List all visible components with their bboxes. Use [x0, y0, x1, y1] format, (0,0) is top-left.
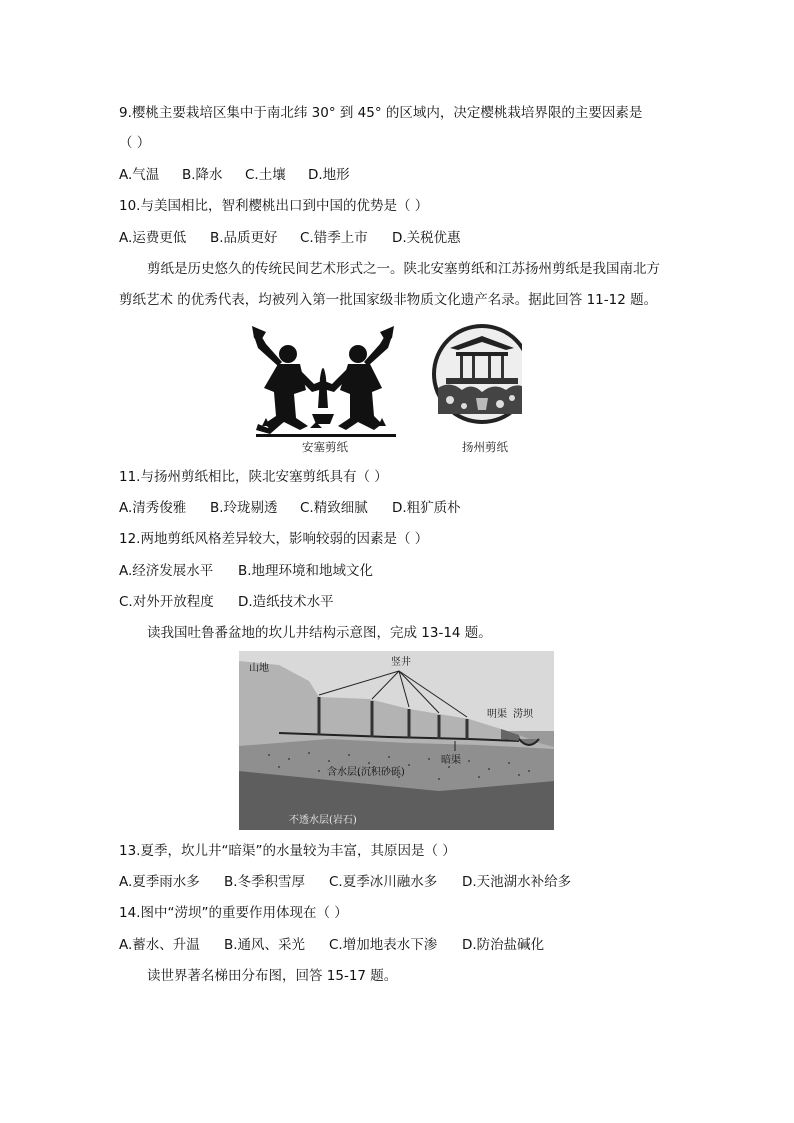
- papercut-illustration: [250, 318, 522, 458]
- q13-option-d: D.天池湖水补给多: [462, 874, 572, 890]
- q10-option-a: A.运费更低: [119, 230, 187, 246]
- label-open-channel: 明渠: [487, 709, 507, 720]
- karez-diagram: [239, 651, 554, 830]
- papercut-intro-line1: 剪纸是历史悠久的传统民间艺术形式之一。陕北安塞剪纸和江苏扬州剪纸是我国南北方: [147, 261, 660, 277]
- question-11-stem: 11.与扬州剪纸相比，陕北安塞剪纸具有（ ）: [119, 469, 388, 485]
- ansai-papercut-image: [252, 326, 396, 437]
- q9-option-d: D.地形: [308, 167, 350, 183]
- q12-option-b: B.地理环境和地域文化: [238, 563, 374, 579]
- question-10-stem: 10.与美国相比，智利樱桃出口到中国的优势是（ ）: [119, 198, 429, 214]
- question-9-stem: 9.樱桃主要栽培区集中于南北纬 30° 到 45° 的区域内，决定樱桃栽培界限的主要因素是: [119, 105, 643, 121]
- q14-option-b: B.通风、采光: [224, 937, 306, 953]
- papercut-intro-line2: 剪纸艺术 的优秀代表，均被列入第一批国家级非物质文化遗产名录。据此回答 11-12 题。: [119, 292, 658, 308]
- q12-option-a: A.经济发展水平: [119, 563, 214, 579]
- q9-option-c: C.土壤: [245, 167, 286, 183]
- q13-option-c: C.夏季冰川融水多: [329, 874, 438, 890]
- q14-option-d: D.防治盐碱化: [462, 937, 545, 953]
- label-dam: 涝坝: [513, 709, 533, 720]
- q10-option-d: D.关税优惠: [392, 230, 461, 246]
- question-14-stem: 14.图中“涝坝”的重要作用体现在（ ）: [119, 905, 348, 921]
- label-shaft: 竖井: [391, 657, 411, 668]
- q14-option-c: C.增加地表水下渗: [329, 937, 438, 953]
- q13-option-b: B.冬季积雪厚: [224, 874, 306, 890]
- q12-option-c: C.对外开放程度: [119, 594, 214, 610]
- q11-option-c: C.精致细腻: [300, 500, 368, 516]
- yangzhou-papercut-caption: 扬州剪纸: [462, 440, 508, 454]
- label-mountain: 山地: [249, 663, 269, 674]
- q9-option-a: A.气温: [119, 167, 160, 183]
- question-12-stem: 12.两地剪纸风格差异较大，影响较弱的因素是（ ）: [119, 531, 429, 547]
- label-aquifer: 含水层(沉积砂砾): [327, 767, 405, 778]
- q11-option-a: A.清秀俊雅: [119, 500, 187, 516]
- papercut-figure: [250, 318, 522, 458]
- karez-figure: [239, 651, 554, 830]
- q14-option-a: A.蓄水、升温: [119, 937, 200, 953]
- q13-option-a: A.夏季雨水多: [119, 874, 200, 890]
- q11-option-b: B.玲珑剔透: [210, 500, 278, 516]
- question-13-stem: 13.夏季，坎儿井“暗渠”的水量较为丰富，其原因是（ ）: [119, 843, 456, 859]
- q12-option-d: D.造纸技术水平: [238, 594, 334, 610]
- q11-option-d: D.粗犷质朴: [392, 500, 461, 516]
- label-underground-channel: 暗渠: [441, 755, 461, 766]
- q10-option-c: C.错季上市: [300, 230, 368, 246]
- terrace-intro: 读世界著名梯田分布图，回答 15-17 题。: [147, 968, 398, 984]
- q10-option-b: B.品质更好: [210, 230, 278, 246]
- q9-option-b: B.降水: [182, 167, 223, 183]
- yangzhou-papercut-image: [432, 324, 522, 424]
- question-9-paren: （ ）: [119, 135, 151, 151]
- karez-intro: 读我国吐鲁番盆地的坎儿井结构示意图，完成 13-14 题。: [147, 625, 492, 641]
- label-impermeable-layer: 不透水层(岩石): [289, 815, 357, 826]
- ansai-papercut-caption: 安塞剪纸: [302, 440, 348, 454]
